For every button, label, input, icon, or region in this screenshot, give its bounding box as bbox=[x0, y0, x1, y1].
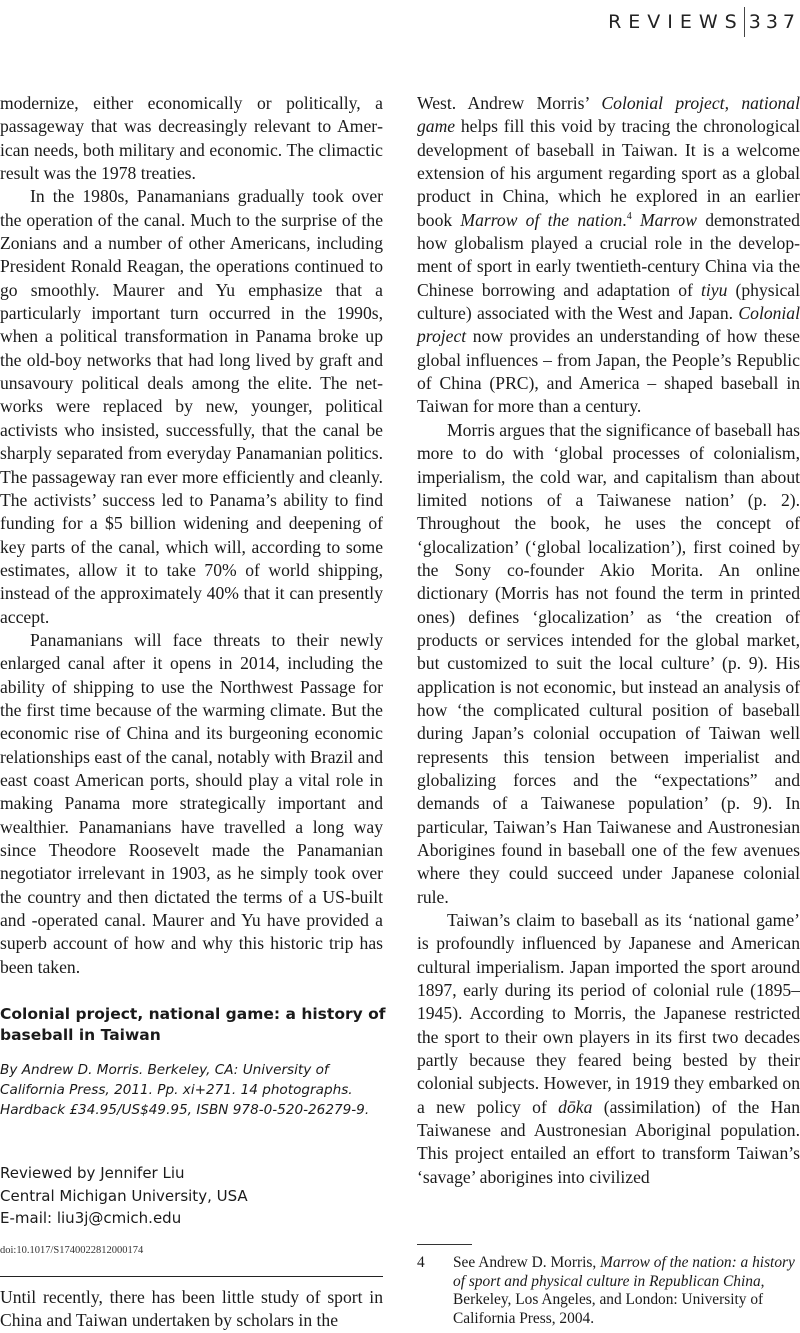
footnote-number: 4 bbox=[417, 1254, 425, 1271]
text-run: . bbox=[622, 209, 627, 230]
review-body-start bbox=[0, 1286, 383, 1333]
paragraph: modernize, either economically or politically, a passageway that was decreasingly relevant to American needs, both military and economic. The climactic result was the 1978 treaties. bbox=[0, 93, 383, 184]
footnote-ref[interactable]: 4 bbox=[626, 210, 632, 222]
paragraph: In the 1980s, Panamanians gradually took over the operation of the canal. Much to the surprise of the Zonians and a number of other Americans, including President Ronald Reagan, the operations continued to go smoothly. Maurer and Yu emphasize that a particularly important turn occurred in the 1990s, when a political transformation in Panama broke up the old-boy networks that had long lived by graft and unsavoury political deals among the elite. The networks were replaced by new, younger, political activists who insisted, successfully, that the canal be sharply separated from everyday Panamanian politics. The passageway ran ever more efficiently and cleanly. The activists’ success led to Panama’s ability to find funding for a $5 billion widening and deepening of key parts of the canal, which will, according to some estimates, allow it to take 70% of world shipping, instead of the approximately 40% that it can presently accept. bbox=[0, 186, 383, 627]
book-title: Colonial project, national game: a history of baseball in Taiwan bbox=[0, 1005, 386, 1044]
text-run bbox=[632, 210, 640, 230]
text-run: demonstrated how globalism played a crucial role in the development of sport in early twentieth-century China via the Chinese borrowing and adaptation of bbox=[417, 209, 800, 300]
text-run: Taiwan’s claim to baseball as its ‘national game’ is profoundly influenced by Japanese and American cultural imperialism. Japan imported the sport around 1897, early during its period of colonial rule (1895–1945). According to Morris, the Japanese restricted the sport to their own players in its first two decades partly because they feared being bested by their colonial subjects. However, in 1919 they embarked on a new policy of bbox=[417, 910, 800, 1117]
book-metadata: By Andrew D. Morris. Berkeley, CA: University of California Press, 2011. Pp. xi+271. 14 photographs. Hardback £34.95/US$49.95, ISBN 978-0-520-26279-9. bbox=[0, 1062, 370, 1118]
reviewer-affiliation: Central Michigan University, USA bbox=[0, 1186, 248, 1205]
section-title: REVIEWS bbox=[608, 11, 744, 33]
paragraph bbox=[417, 909, 800, 1189]
text-run: (physical culture) associated with the West and Japan. bbox=[417, 279, 800, 324]
italic-title: Marrow bbox=[639, 209, 697, 230]
header-divider bbox=[744, 7, 745, 37]
footnote bbox=[417, 1254, 800, 1328]
reviewer-name: Reviewed by Jennifer Liu bbox=[0, 1164, 185, 1182]
footnote-text bbox=[453, 1254, 800, 1328]
text-run: West. Andrew Morris’ bbox=[417, 93, 602, 113]
italic-term: tiyu bbox=[700, 279, 728, 300]
text-run: (assimilation) of the Han Taiwanese and Austronesian Aboriginal population. This project entailed an effort to transform Taiwan’s ‘savage’ aborigines into civilized bbox=[417, 1096, 800, 1187]
footnote-rule bbox=[417, 1244, 472, 1245]
divider-rule bbox=[0, 1276, 383, 1277]
reviewer-info bbox=[0, 1162, 248, 1230]
left-column bbox=[0, 92, 383, 979]
reviewer-email[interactable]: E-mail: liu3j@cmich.edu bbox=[0, 1209, 182, 1227]
doi[interactable]: doi:10.1017/S1740022812000174 bbox=[0, 1245, 144, 1256]
paragraph bbox=[417, 92, 800, 419]
text-run: now provides an understanding of how these global influences – from Japan, the People’s Republic of China (PRC), and America – shaped baseball in Taiwan for more than a century. bbox=[417, 326, 800, 417]
right-column bbox=[417, 92, 800, 1189]
paragraph: Panamanians will face threats to their newly enlarged canal after it opens in 2014, including the ability of shipping to use the Northwest Passage for the first time because of the warming climate. But the economic rise of China and its burgeoning economic relationships east of the canal, notably with Brazil and east coast American ports, should play a vital role in making Panama more strategically important and wealthier. Panamanians have travelled a long way since Theodore Roosevelt made the Panamanian negotiator irrelevant in 1903, as he simply took over the country and then dictated the terms of a US-built and -operated canal. Maurer and Yu have provided a superb account of how and why this historic trip has been taken. bbox=[0, 629, 383, 977]
text-run: See Andrew D. Morris, bbox=[453, 1254, 601, 1271]
paragraph: Morris argues that the significance of baseball has more to do with ‘global processes of colonialism, imperialism, the cold war, and capitalism than about limited notions of a Taiwanese nation’ (p. 2). Throughout the book, he uses the concept of ‘glocalization’ (‘global localization’), first coined by the Sony co-founder Akio Morita. An online dictionary (Morris has not found the term in printed ones) defines ‘glocalization’ as ‘the creation of products or services intended for the global market, but customized to suit the local culture’ (p. 9). His application is not economic, but instead an analysis of how ‘the complicated cultural position of baseball during Japan’s colonial occupation of Taiwan well represents this tension between imperialist and globalizing forces and the “expectations” and demands of a Taiwanese population’ (p. 9). In particular, Taiwan’s Han Taiwanese and Austronesian Aborigines found in baseball one of the few avenues where they could succeed under Japanese colonial rule. bbox=[417, 419, 800, 907]
page-number: 337 bbox=[748, 11, 800, 33]
italic-term: dōka bbox=[558, 1096, 593, 1117]
italic-title: Colonial project, national game bbox=[417, 93, 800, 137]
review-heading bbox=[0, 1004, 390, 1120]
italic-title: Colonial project bbox=[417, 303, 800, 347]
text-run: helps fill this void by tracing the chronological development of baseball in Taiwan. It is a welcome extension of his argument regarding sport as a global product in China, which he explored in an earlier book bbox=[417, 116, 800, 230]
running-head bbox=[608, 6, 800, 38]
paragraph: Until recently, there has been little study of sport in China and Taiwan undertaken by scholars in the bbox=[0, 1287, 383, 1331]
italic-title: Marrow of the nation: a history of sport and physical culture in Republican China bbox=[453, 1254, 795, 1290]
italic-title: Marrow of the nation bbox=[460, 209, 623, 230]
text-run: , Berkeley, Los Angeles, and London: University of California Press, 2004. bbox=[453, 1272, 765, 1327]
